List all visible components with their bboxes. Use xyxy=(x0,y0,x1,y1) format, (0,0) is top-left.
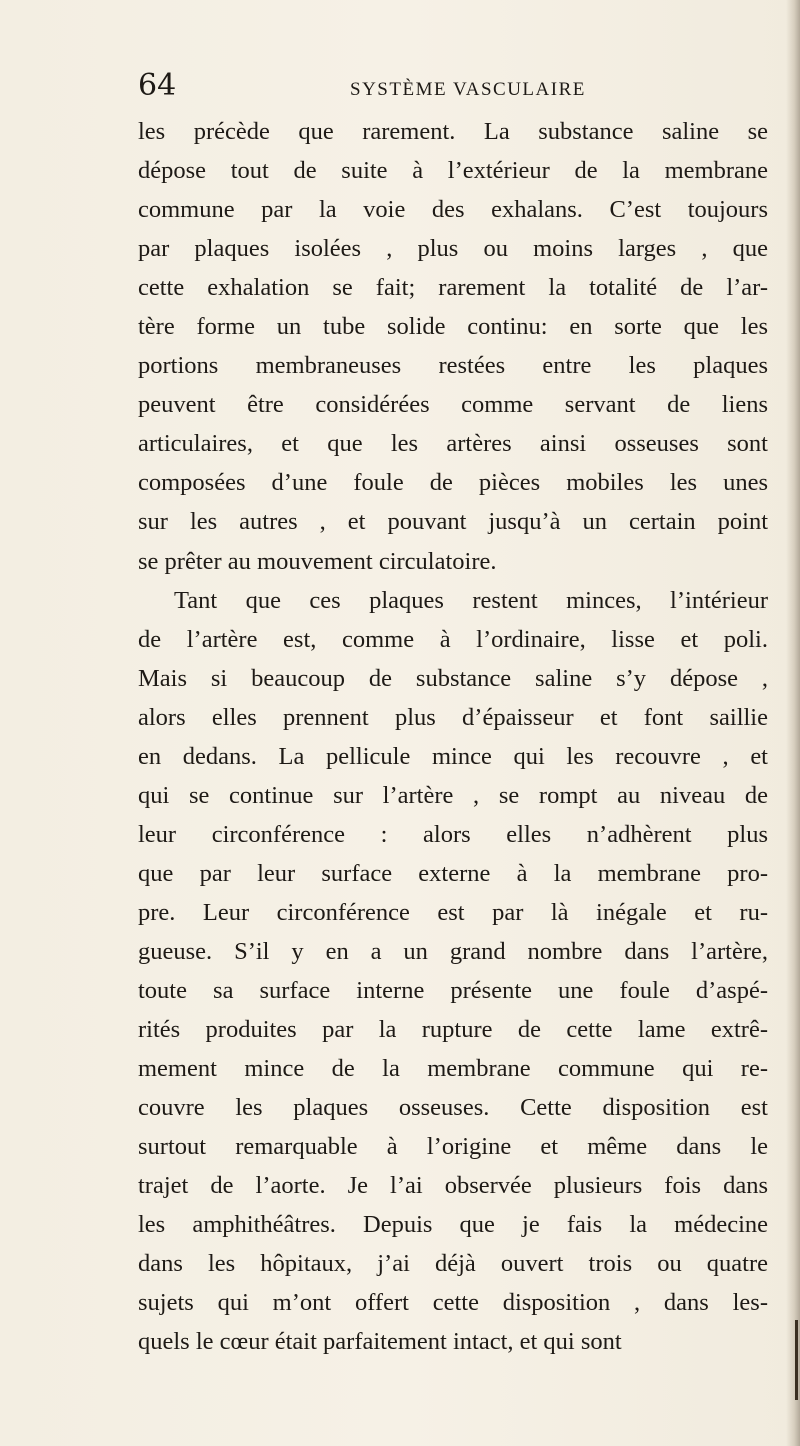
text-line: sur les autres , et pouvant jusqu’à un certain point xyxy=(138,508,768,536)
text-line: toute sa surface interne présente une foule d’aspé- xyxy=(138,977,768,1005)
text-line: sujets qui m’ont offert cette disposition , dans les- xyxy=(138,1289,768,1317)
running-title: SYSTÈME VASCULAIRE xyxy=(350,79,586,100)
text-line: pre. Leur circonférence est par là inégale et ru- xyxy=(138,898,768,926)
text-line: Tant que ces plaques restent minces, l’intérieur xyxy=(174,586,768,614)
text-line: les précède que rarement. La substance saline se xyxy=(138,118,768,145)
running-head xyxy=(138,70,768,106)
text-line: mement mince de la membrane commune qui re- xyxy=(138,1055,768,1083)
text-line: leur circonférence : alors elles n’adhèrent plus xyxy=(138,820,768,848)
text-line: les amphithéâtres. Depuis que je fais la médecine xyxy=(138,1211,768,1239)
text-line: qui se continue sur l’artère , se rompt au niveau de xyxy=(138,781,768,809)
text-line: alors elles prennent plus d’épaisseur et font saillie xyxy=(138,703,768,731)
text-line: commune par la voie des exhalans. C’est toujours xyxy=(138,196,768,224)
text-line: dans les hôpitaux, j’ai déjà ouvert trois ou quatre xyxy=(138,1250,768,1278)
text-line: de l’artère est, comme à l’ordinaire, lisse et poli. xyxy=(138,625,768,653)
text-line: portions membraneuses restées entre les plaques xyxy=(138,352,768,380)
text-line: se prêter au mouvement circulatoire. xyxy=(138,547,497,575)
text-line: composées d’une foule de pièces mobiles les unes xyxy=(138,469,768,497)
page-number: 64 xyxy=(138,68,177,103)
text-line: rités produites par la rupture de cette lame extrê- xyxy=(138,1016,768,1044)
text-line: surtout remarquable à l’origine et même dans le xyxy=(138,1133,768,1161)
page-edge-shadow xyxy=(786,0,800,1446)
text-line: dépose tout de suite à l’extérieur de la membrane xyxy=(138,157,768,185)
text-line: que par leur surface externe à la membrane pro- xyxy=(138,859,768,887)
text-line: quels le cœur était parfaitement intact, et qui sont xyxy=(138,1328,622,1356)
text-line: par plaques isolées , plus ou moins larges , que xyxy=(138,235,768,263)
body-text xyxy=(138,112,768,1362)
text-line: tère forme un tube solide continu: en sorte que les xyxy=(138,313,768,341)
text-line: gueuse. S’il y en a un grand nombre dans l’artère, xyxy=(138,937,768,965)
text-line: cette exhalation se fait; rarement la totalité de l’ar- xyxy=(138,274,768,302)
text-line: en dedans. La pellicule mince qui les recouvre , et xyxy=(138,742,768,770)
text-line: peuvent être considérées comme servant de liens xyxy=(138,391,768,419)
text-line: articulaires, et que les artères ainsi osseuses sont xyxy=(138,430,768,458)
text-line: couvre les plaques osseuses. Cette disposition est xyxy=(138,1094,768,1122)
text-line: trajet de l’aorte. Je l’ai observée plusieurs fois dans xyxy=(138,1172,768,1200)
page-edge-mark xyxy=(795,1320,798,1400)
text-line: Mais si beaucoup de substance saline s’y dépose , xyxy=(138,664,768,692)
